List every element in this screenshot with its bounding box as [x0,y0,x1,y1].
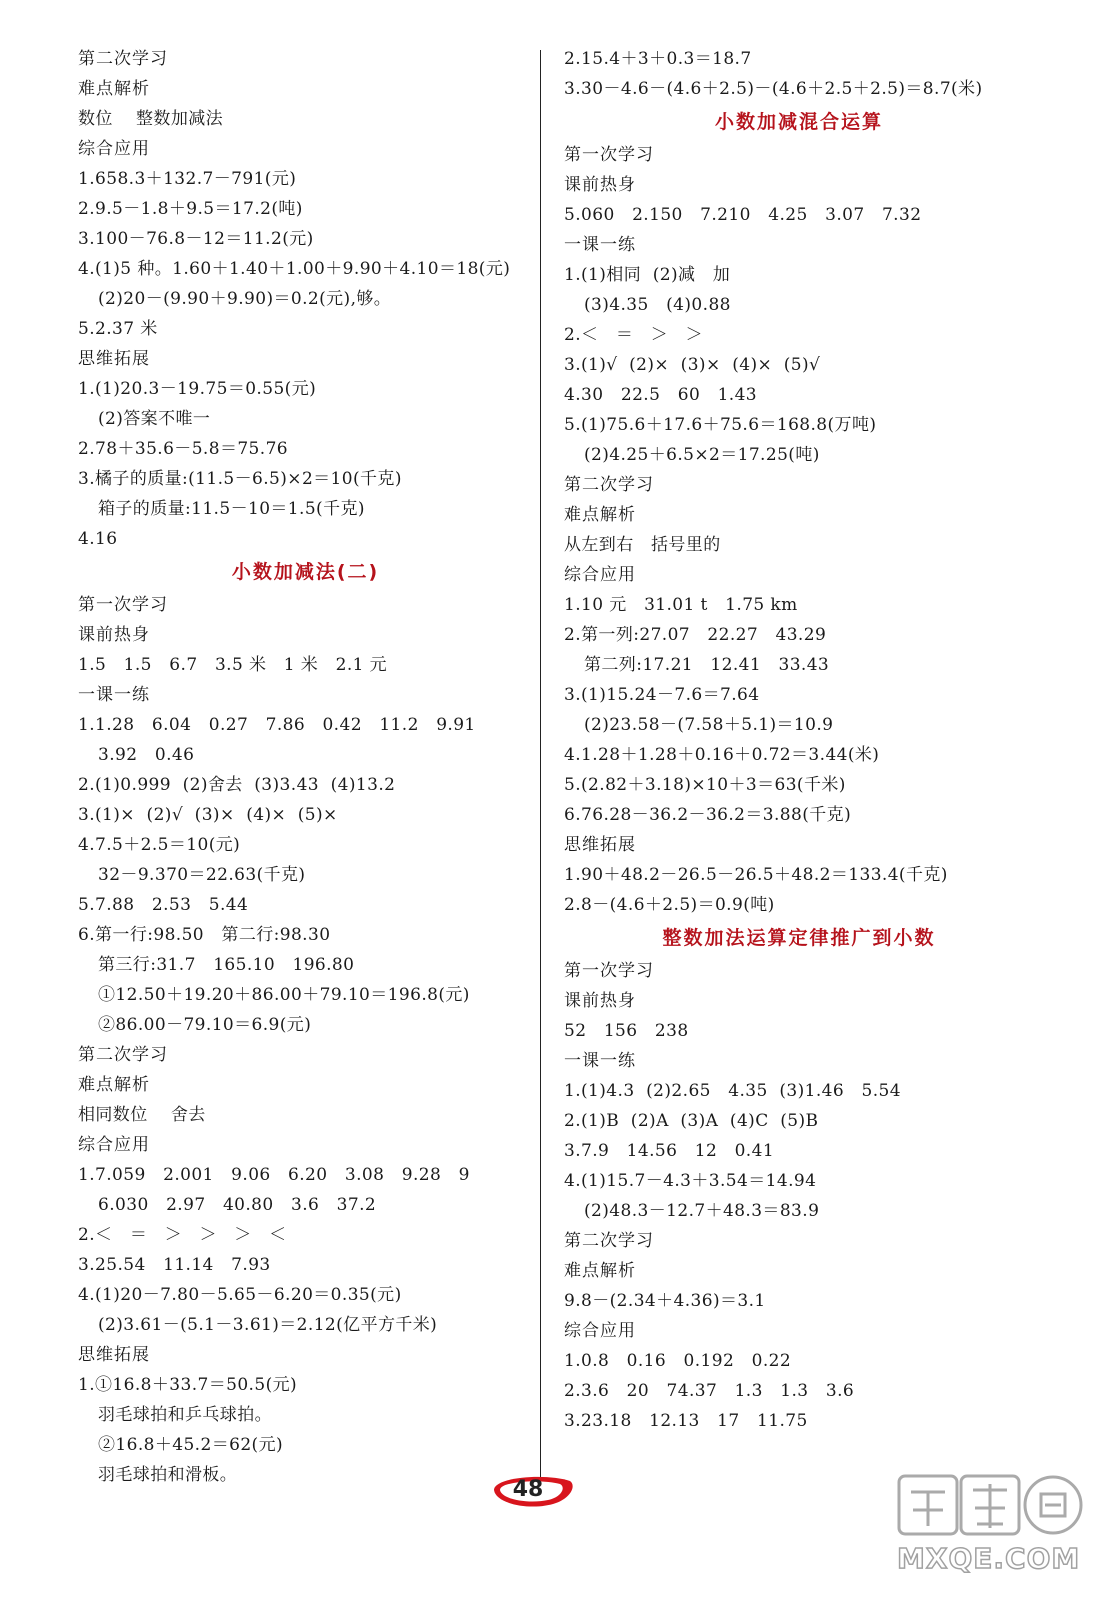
answer-line: 3.100－76.8－12＝11.2(元) [78,229,314,249]
subsection-heading: 课前热身 [78,625,150,645]
answer-line: 数位 整数加减法 [78,109,224,129]
subsection-heading: 思维拓展 [564,835,636,855]
answer-line: 2.15.4＋3＋0.3＝18.7 [564,49,752,69]
subsection-heading: 课前热身 [564,991,636,1011]
section-title: 整数加法运算定律推广到小数 [662,927,936,949]
answer-line: 4.1.28＋1.28＋0.16＋0.72＝3.44(米) [564,745,880,765]
answer-line: 1.658.3＋132.7－791(元) [78,169,297,189]
answer-line: 3.橘子的质量:(11.5－6.5)×2＝10(千克) [78,469,402,489]
subsection-heading: 第二次学习 [78,1045,168,1065]
subsection-heading: 思维拓展 [78,349,150,369]
answer-line: 5.(1)75.6＋17.6＋75.6＝168.8(万吨) [564,415,877,435]
subsection-heading: 第二次学习 [564,1231,654,1251]
answer-line: 2.(1)0.999 (2)舍去 (3)3.43 (4)13.2 [78,775,396,795]
subsection-heading: 难点解析 [564,1261,636,1281]
subsection-heading: 第一次学习 [78,595,168,615]
watermark-url: MXQE.COM [897,1542,1081,1575]
answer-line: 4.16 [78,529,118,549]
answer-line: 2.8－(4.6＋2.5)＝0.9(吨) [564,895,775,915]
answer-line: 3.23.18 12.13 17 11.75 [564,1411,808,1431]
answer-line: 6.76.28－36.2－36.2＝3.88(千克) [564,805,852,825]
answer-line: 第三行:31.7 165.10 196.80 [98,955,355,975]
answer-line: 1.5 1.5 6.7 3.5 米 1 米 2.1 元 [78,655,388,675]
answer-line: 1.①16.8＋33.7＝50.5(元) [78,1375,298,1395]
subsection-heading: 难点解析 [78,79,150,99]
subsection-heading: 综合应用 [78,1135,150,1155]
answer-line: 1.(1)20.3－19.75＝0.55(元) [78,379,317,399]
answer-line: 箱子的质量:11.5－10＝1.5(千克) [98,499,365,519]
answer-line: 4.(1)5 种。1.60＋1.40＋1.00＋9.90＋4.10＝18(元) [78,259,511,279]
answer-line: 3.(1)√ (2)× (3)× (4)× (5)√ [564,355,821,375]
answer-line: 52 156 238 [564,1021,689,1041]
answer-line: 3.(1)× (2)√ (3)× (4)× (5)× [78,805,338,825]
answer-line: 5.2.37 米 [78,319,158,339]
watermark [895,1470,1085,1590]
answer-line: 羽毛球拍和乒乓球拍。 [98,1405,272,1425]
section-title: 小数加减法(二) [231,561,380,583]
answer-line: (2)4.25＋6.5×2＝17.25(吨) [584,445,820,465]
answer-line: (2)3.61－(5.1－3.61)＝2.12(亿平方千米) [98,1315,438,1335]
answer-line: 5.(2.82＋3.18)×10＋3＝63(千米) [564,775,846,795]
answer-line: 9.8－(2.34＋4.36)＝3.1 [564,1291,766,1311]
answer-line: 6.第一行:98.50 第二行:98.30 [78,925,331,945]
answer-line: 1.(1)相同 (2)减 加 [564,265,731,285]
subsection-heading: 第一次学习 [564,145,654,165]
answer-circle-logo-icon [895,1470,1085,1550]
answer-line: 3.92 0.46 [98,745,195,765]
answer-line: 1.0.8 0.16 0.192 0.22 [564,1351,792,1371]
answer-line: (2)48.3－12.7＋48.3＝83.9 [584,1201,820,1221]
answer-line: 1.1.28 6.04 0.27 7.86 0.42 11.2 9.91 [78,715,476,735]
answer-line: ①12.50＋19.20＋86.00＋79.10＝196.8(元) [98,985,470,1005]
answer-line: 2.＜ ＝ ＞ ＞ [564,325,703,345]
subsection-heading: 第一次学习 [564,961,654,981]
subsection-heading: 第二次学习 [564,475,654,495]
subsection-heading: 一课一练 [564,235,636,255]
answer-line: ②86.00－79.10＝6.9(元) [98,1015,312,1035]
page-number-badge [486,1471,576,1509]
answer-line: 2.(1)B (2)A (3)A (4)C (5)B [564,1111,819,1131]
column-divider [540,50,541,1478]
answer-line: 2.78＋35.6－5.8＝75.76 [78,439,289,459]
subsection-heading: 难点解析 [78,1075,150,1095]
answer-line: (2)20－(9.90＋9.90)＝0.2(元),够。 [98,289,392,309]
answer-line: 相同数位 舍去 [78,1105,206,1125]
answer-line: 5.7.88 2.53 5.44 [78,895,249,915]
left-column [78,44,533,1490]
answer-line: 3.(1)15.24－7.6＝7.64 [564,685,760,705]
subsection-heading: 难点解析 [564,505,636,525]
answer-line: 从左到右 括号里的 [564,535,721,555]
answer-line: (2)23.58－(7.58＋5.1)＝10.9 [584,715,834,735]
answer-line: 2.9.5－1.8＋9.5＝17.2(吨) [78,199,303,219]
answer-line: 2.3.6 20 74.37 1.3 1.3 3.6 [564,1381,855,1401]
subsection-heading: 思维拓展 [78,1345,150,1365]
answer-line: 5.060 2.150 7.210 4.25 3.07 7.32 [564,205,922,225]
section-title: 小数加减混合运算 [714,111,883,133]
subsection-heading: 一课一练 [78,685,150,705]
answer-line: 3.7.9 14.56 12 0.41 [564,1141,775,1161]
answer-line: 1.10 元 31.01 t 1.75 km [564,595,798,615]
answer-line: 3.25.54 11.14 7.93 [78,1255,271,1275]
answer-line: 3.30－4.6－(4.6＋2.5)－(4.6＋2.5＋2.5)＝8.7(米) [564,79,983,99]
answer-line: 4.30 22.5 60 1.43 [564,385,758,405]
answer-line: 2.＜ ＝ ＞ ＞ ＞ ＜ [78,1225,287,1245]
answer-line: 1.7.059 2.001 9.06 6.20 3.08 9.28 9 [78,1165,470,1185]
answer-line: 6.030 2.97 40.80 3.6 37.2 [98,1195,377,1215]
answer-line: 32－9.370＝22.63(千克) [98,865,306,885]
answer-line: 4.(1)15.7－4.3＋3.54＝14.94 [564,1171,817,1191]
subsection-heading: 综合应用 [78,139,150,159]
subsection-heading: 综合应用 [564,1321,636,1341]
subsection-heading: 一课一练 [564,1051,636,1071]
answer-line: 羽毛球拍和滑板。 [98,1465,238,1485]
answer-line: 4.(1)20－7.80－5.65－6.20＝0.35(元) [78,1285,402,1305]
answer-line: (3)4.35 (4)0.88 [584,295,731,315]
subsection-heading: 课前热身 [564,175,636,195]
subsection-heading: 第二次学习 [78,49,168,69]
answer-line: 1.90＋48.2－26.5－26.5＋48.2＝133.4(千克) [564,865,948,885]
right-column [564,44,1034,1436]
answer-line: 1.(1)4.3 (2)2.65 4.35 (3)1.46 5.54 [564,1081,901,1101]
answer-line: 第二列:17.21 12.41 33.43 [584,655,830,675]
answer-line: (2)答案不唯一 [98,409,211,429]
answer-line: 2.第一列:27.07 22.27 43.29 [564,625,827,645]
answer-line: 4.7.5＋2.5＝10(元) [78,835,241,855]
page-number: 48 [512,1477,544,1502]
answer-line: ②16.8＋45.2＝62(元) [98,1435,283,1455]
subsection-heading: 综合应用 [564,565,636,585]
